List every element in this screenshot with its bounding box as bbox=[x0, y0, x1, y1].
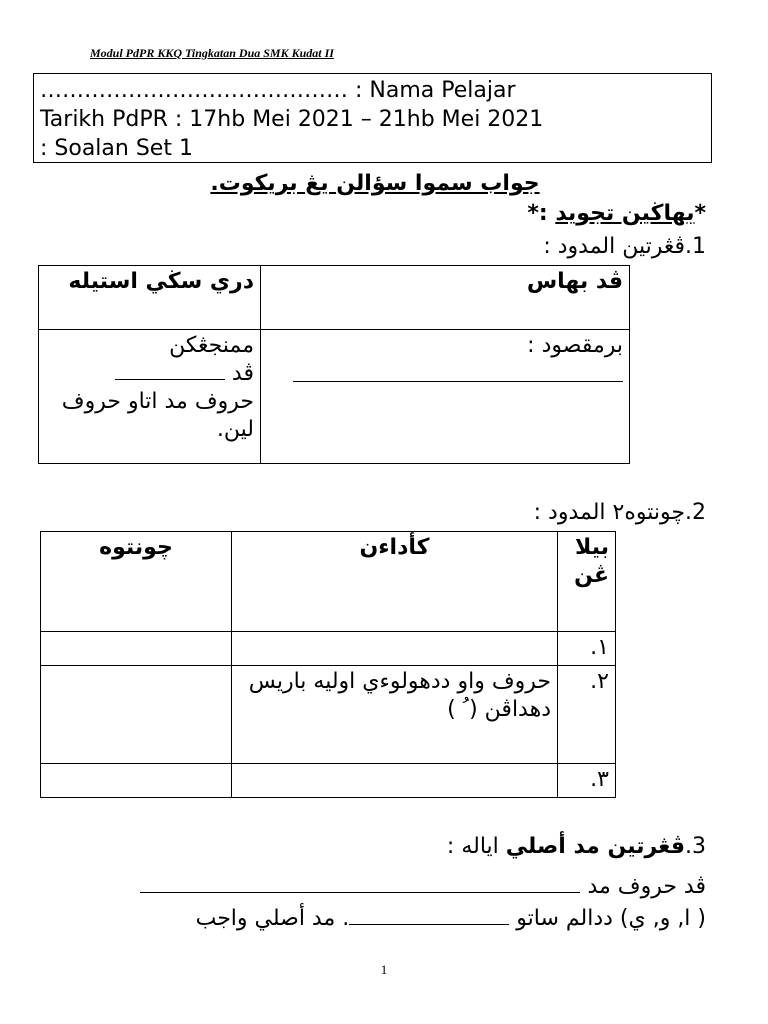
q1-answer-blank-1[interactable] bbox=[293, 365, 623, 382]
q1-cell-term bbox=[39, 330, 261, 464]
q1-answer-blank-2[interactable] bbox=[115, 361, 225, 380]
q3-line1-text: ڤد حروف مد bbox=[587, 874, 706, 899]
q1-heading: 1.ڤڠرتين المدود : bbox=[543, 234, 706, 259]
q3-heading bbox=[447, 834, 706, 859]
q1-term-text-a: ممنجڠكن bbox=[169, 333, 254, 358]
q2-header-number: بيلاڠن bbox=[558, 532, 616, 632]
section-suffix: : bbox=[538, 201, 556, 226]
section-star: * bbox=[694, 201, 706, 226]
q1-term-row-b bbox=[45, 360, 254, 388]
q2-header-condition: كأداءن bbox=[232, 532, 558, 632]
student-name-line: …………………………………… : Nama Pelajar bbox=[40, 78, 516, 103]
q2-heading: 2.چونتوه٢ المدود : bbox=[533, 500, 706, 525]
q3-answer-blank-2[interactable] bbox=[349, 902, 509, 925]
q2-row-3-example[interactable] bbox=[41, 764, 232, 798]
q3-line-1 bbox=[140, 870, 706, 899]
q1-meaning-label: برمقصود : bbox=[527, 333, 623, 358]
pdpr-date-line: Tarikh PdPR : 17hb Mei 2021 – 21hb Mei 2021 bbox=[40, 107, 544, 132]
section-heading bbox=[527, 201, 706, 226]
page-number: 1 bbox=[380, 962, 388, 977]
q2-header-example: چونتوه bbox=[41, 532, 232, 632]
module-header: Modul PdPR KKQ Tingkatan Dua SMK Kudat II bbox=[90, 46, 334, 60]
q3-line2-text-b: . مد أصلي واجب bbox=[195, 906, 350, 931]
q3-number: 3. bbox=[685, 834, 706, 859]
q2-row-2-condition: حروف واو ددهولوءي اوليه باريس دهداڤن ( ُ ) bbox=[232, 666, 558, 764]
q2-row-3-number: ٣. bbox=[558, 764, 616, 798]
question-set-line: : Soalan Set 1 bbox=[40, 136, 193, 161]
q2-row-2-example[interactable] bbox=[41, 666, 232, 764]
section-star-end: * bbox=[527, 201, 539, 226]
q1-cell-language bbox=[261, 330, 630, 464]
q1-header-language: ڤد بهاس bbox=[261, 266, 630, 330]
q2-row-3-condition[interactable] bbox=[232, 764, 558, 798]
q2-row-1-example[interactable] bbox=[41, 632, 232, 666]
student-info-box bbox=[33, 73, 712, 163]
q2-row-1-condition[interactable] bbox=[232, 632, 558, 666]
q1-header-term: دري سڬي استيله bbox=[39, 266, 261, 330]
q1-term-text-b: ڤد bbox=[231, 361, 254, 386]
q3-answer-blank-1[interactable] bbox=[140, 870, 580, 893]
q3-term: ڤڠرتين مد أصلي bbox=[505, 834, 685, 859]
q2-row-2-number: ٢. bbox=[558, 666, 616, 764]
q2-row-1-number: ١. bbox=[558, 632, 616, 666]
q3-line2-text-a: ( ا, و, ي) ددالم ساتو bbox=[516, 906, 706, 931]
q3-rest: اياله : bbox=[446, 834, 506, 859]
q3-line-2 bbox=[196, 902, 706, 931]
q1-term-text-c: حروف مد اتاو حروف لين. bbox=[61, 389, 254, 442]
q1-table bbox=[38, 265, 630, 464]
section-label: بهاڬين تجويد bbox=[555, 201, 695, 226]
q2-table bbox=[40, 531, 616, 798]
page-title: جواب سموا سؤالن يڠ بريكوت. bbox=[210, 171, 540, 196]
